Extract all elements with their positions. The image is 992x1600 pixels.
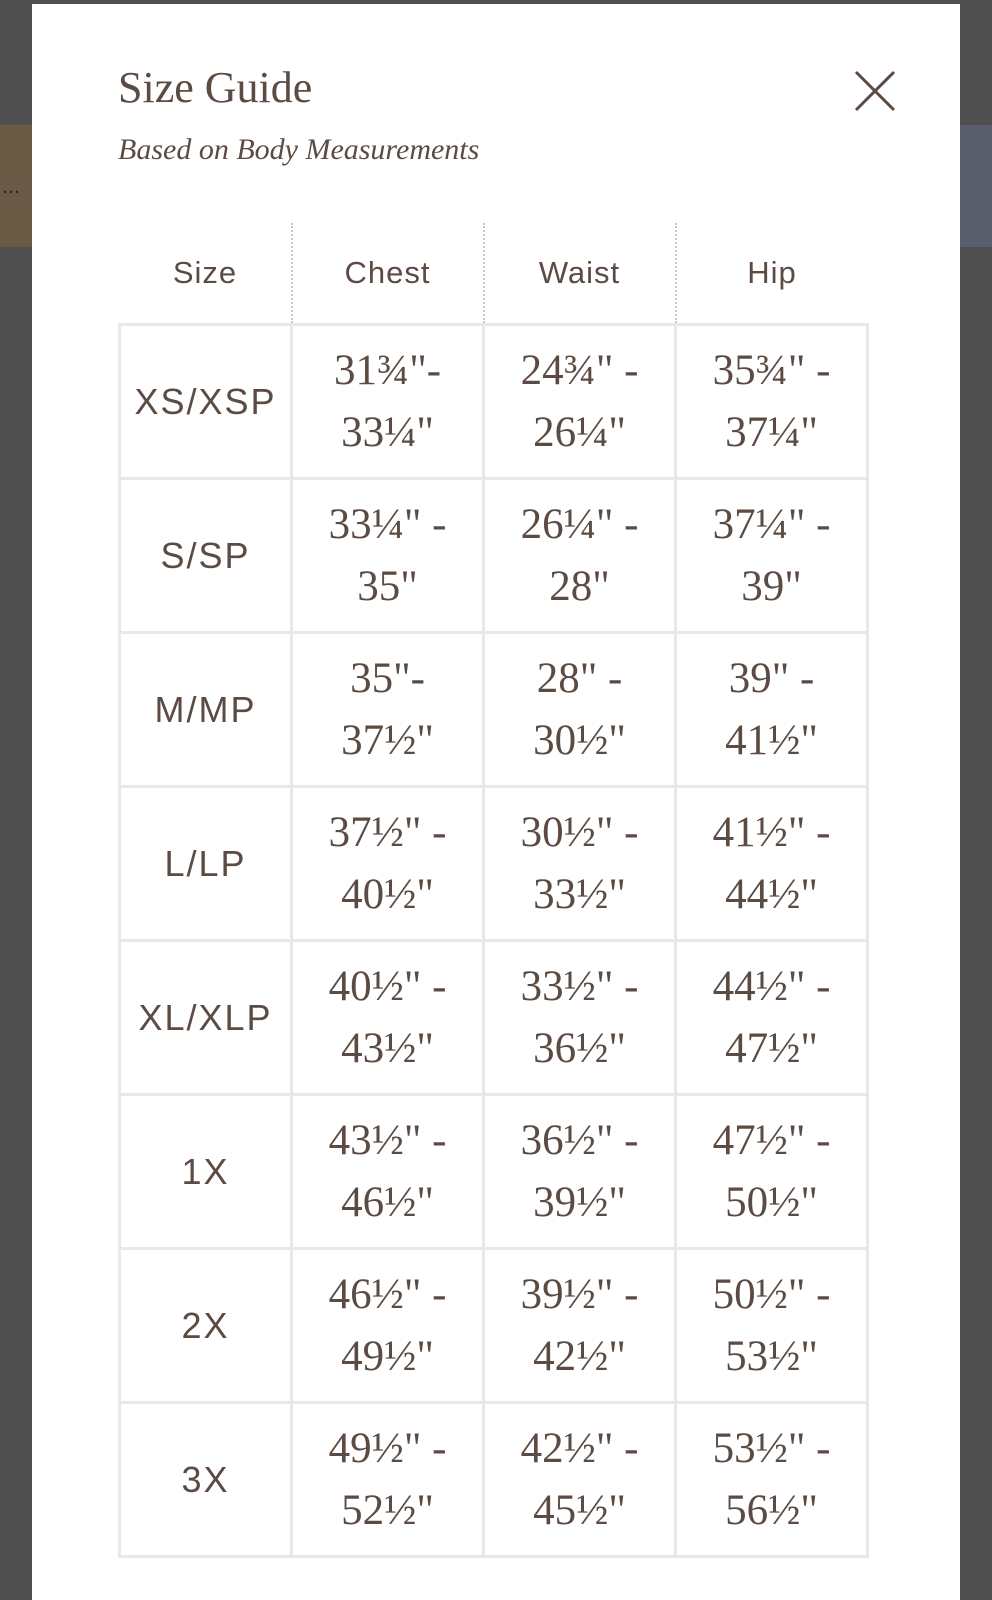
- waist-cell: [484, 479, 676, 633]
- hip-cell: [676, 633, 868, 787]
- waist-range-end: 36½": [533, 1024, 626, 1072]
- chest-range-end: 52½": [341, 1486, 434, 1534]
- table-row: [120, 941, 868, 1095]
- hip-range-start: 39" -: [728, 654, 815, 702]
- hip-cell: [676, 325, 868, 479]
- waist-range-start: 28" -: [536, 654, 623, 702]
- hip-cell: [676, 1403, 868, 1557]
- hip-range-end: 37¼": [725, 408, 818, 456]
- chest-cell: [292, 1403, 484, 1557]
- size-cell: M/MP: [120, 633, 292, 787]
- chest-range-end: 43½": [341, 1024, 434, 1072]
- background-page-image-left: [0, 125, 32, 247]
- chest-range-end: 40½": [341, 870, 434, 918]
- column-header-chest: Chest: [292, 223, 484, 325]
- chest-cell: [292, 1249, 484, 1403]
- hip-range-end: 44½": [725, 870, 818, 918]
- table-row: [120, 1249, 868, 1403]
- waist-range-end: 33½": [533, 870, 626, 918]
- waist-range-start: 33½" -: [520, 962, 639, 1010]
- table-row: [120, 633, 868, 787]
- waist-cell: [484, 1249, 676, 1403]
- size-cell: L/LP: [120, 787, 292, 941]
- waist-range-start: 36½" -: [520, 1116, 639, 1164]
- chest-range-end: 37½": [341, 716, 434, 764]
- chest-range-start: 35"-: [350, 654, 425, 702]
- size-table: [118, 223, 869, 1558]
- waist-range-end: 42½": [533, 1332, 626, 1380]
- modal-title: Size Guide: [118, 63, 313, 112]
- chest-range-start: 49½" -: [328, 1424, 447, 1472]
- chest-cell: [292, 787, 484, 941]
- modal-subtitle: Based on Body Measurements: [118, 133, 480, 166]
- size-cell: 3X: [120, 1403, 292, 1557]
- hip-range-start: 47½" -: [712, 1116, 831, 1164]
- size-cell: S/SP: [120, 479, 292, 633]
- chest-cell: [292, 479, 484, 633]
- waist-cell: [484, 1403, 676, 1557]
- chest-range-start: 37½" -: [328, 808, 447, 856]
- hip-range-end: 41½": [725, 716, 818, 764]
- hip-cell: [676, 1249, 868, 1403]
- size-cell: 2X: [120, 1249, 292, 1403]
- hip-range-start: 37¼" -: [712, 500, 831, 548]
- hip-cell: [676, 941, 868, 1095]
- hip-range-start: 53½" -: [712, 1424, 831, 1472]
- hip-range-start: 50½" -: [712, 1270, 831, 1318]
- waist-cell: [484, 633, 676, 787]
- table-body: [120, 325, 868, 1557]
- hip-cell: [676, 1095, 868, 1249]
- waist-range-start: 24¾" -: [520, 346, 639, 394]
- background-page-image-right: [960, 125, 992, 247]
- waist-range-end: 39½": [533, 1178, 626, 1226]
- hip-cell: [676, 479, 868, 633]
- hip-cell: [676, 787, 868, 941]
- chest-range-start: 40½" -: [328, 962, 447, 1010]
- chest-range-end: 49½": [341, 1332, 434, 1380]
- column-header-hip: Hip: [676, 223, 868, 325]
- table-row: [120, 787, 868, 941]
- chest-range-end: 46½": [341, 1178, 434, 1226]
- chest-range-start: 43½" -: [328, 1116, 447, 1164]
- waist-cell: [484, 941, 676, 1095]
- column-header-waist: Waist: [484, 223, 676, 325]
- chest-cell: [292, 1095, 484, 1249]
- chest-cell: [292, 941, 484, 1095]
- close-button[interactable]: [852, 68, 898, 114]
- size-cell: 1X: [120, 1095, 292, 1249]
- table-row: [120, 1403, 868, 1557]
- waist-range-end: 30½": [533, 716, 626, 764]
- hip-range-end: 47½": [725, 1024, 818, 1072]
- hip-range-end: 53½": [725, 1332, 818, 1380]
- chest-cell: [292, 633, 484, 787]
- size-cell: XL/XLP: [120, 941, 292, 1095]
- waist-range-start: 26¼" -: [520, 500, 639, 548]
- chest-range-end: 33¼": [341, 408, 434, 456]
- hip-range-end: 56½": [725, 1486, 818, 1534]
- waist-range-start: 42½" -: [520, 1424, 639, 1472]
- chest-cell: [292, 325, 484, 479]
- waist-range-end: 26¼": [533, 408, 626, 456]
- waist-cell: [484, 787, 676, 941]
- table-row: [120, 479, 868, 633]
- chest-range-start: 46½" -: [328, 1270, 447, 1318]
- waist-range-start: 39½" -: [520, 1270, 639, 1318]
- hip-range-start: 44½" -: [712, 962, 831, 1010]
- column-header-size: Size: [172, 255, 238, 290]
- table-row: [120, 325, 868, 479]
- hip-range-end: 39": [741, 562, 802, 610]
- chest-range-start: 31¾"-: [333, 346, 442, 394]
- close-x-icon: [852, 68, 898, 114]
- waist-range-end: 28": [549, 562, 610, 610]
- chest-range-start: 33¼" -: [328, 500, 447, 548]
- table-row: [120, 1095, 868, 1249]
- size-guide-modal: [32, 4, 960, 1600]
- chest-range-end: 35": [357, 562, 418, 610]
- waist-range-start: 30½" -: [520, 808, 639, 856]
- hip-range-start: 41½" -: [712, 808, 831, 856]
- waist-cell: [484, 325, 676, 479]
- hip-range-start: 35¾" -: [712, 346, 831, 394]
- hip-range-end: 50½": [725, 1178, 818, 1226]
- waist-range-end: 45½": [533, 1486, 626, 1534]
- size-cell: XS/XSP: [120, 325, 292, 479]
- waist-cell: [484, 1095, 676, 1249]
- table-header-row: [120, 223, 868, 325]
